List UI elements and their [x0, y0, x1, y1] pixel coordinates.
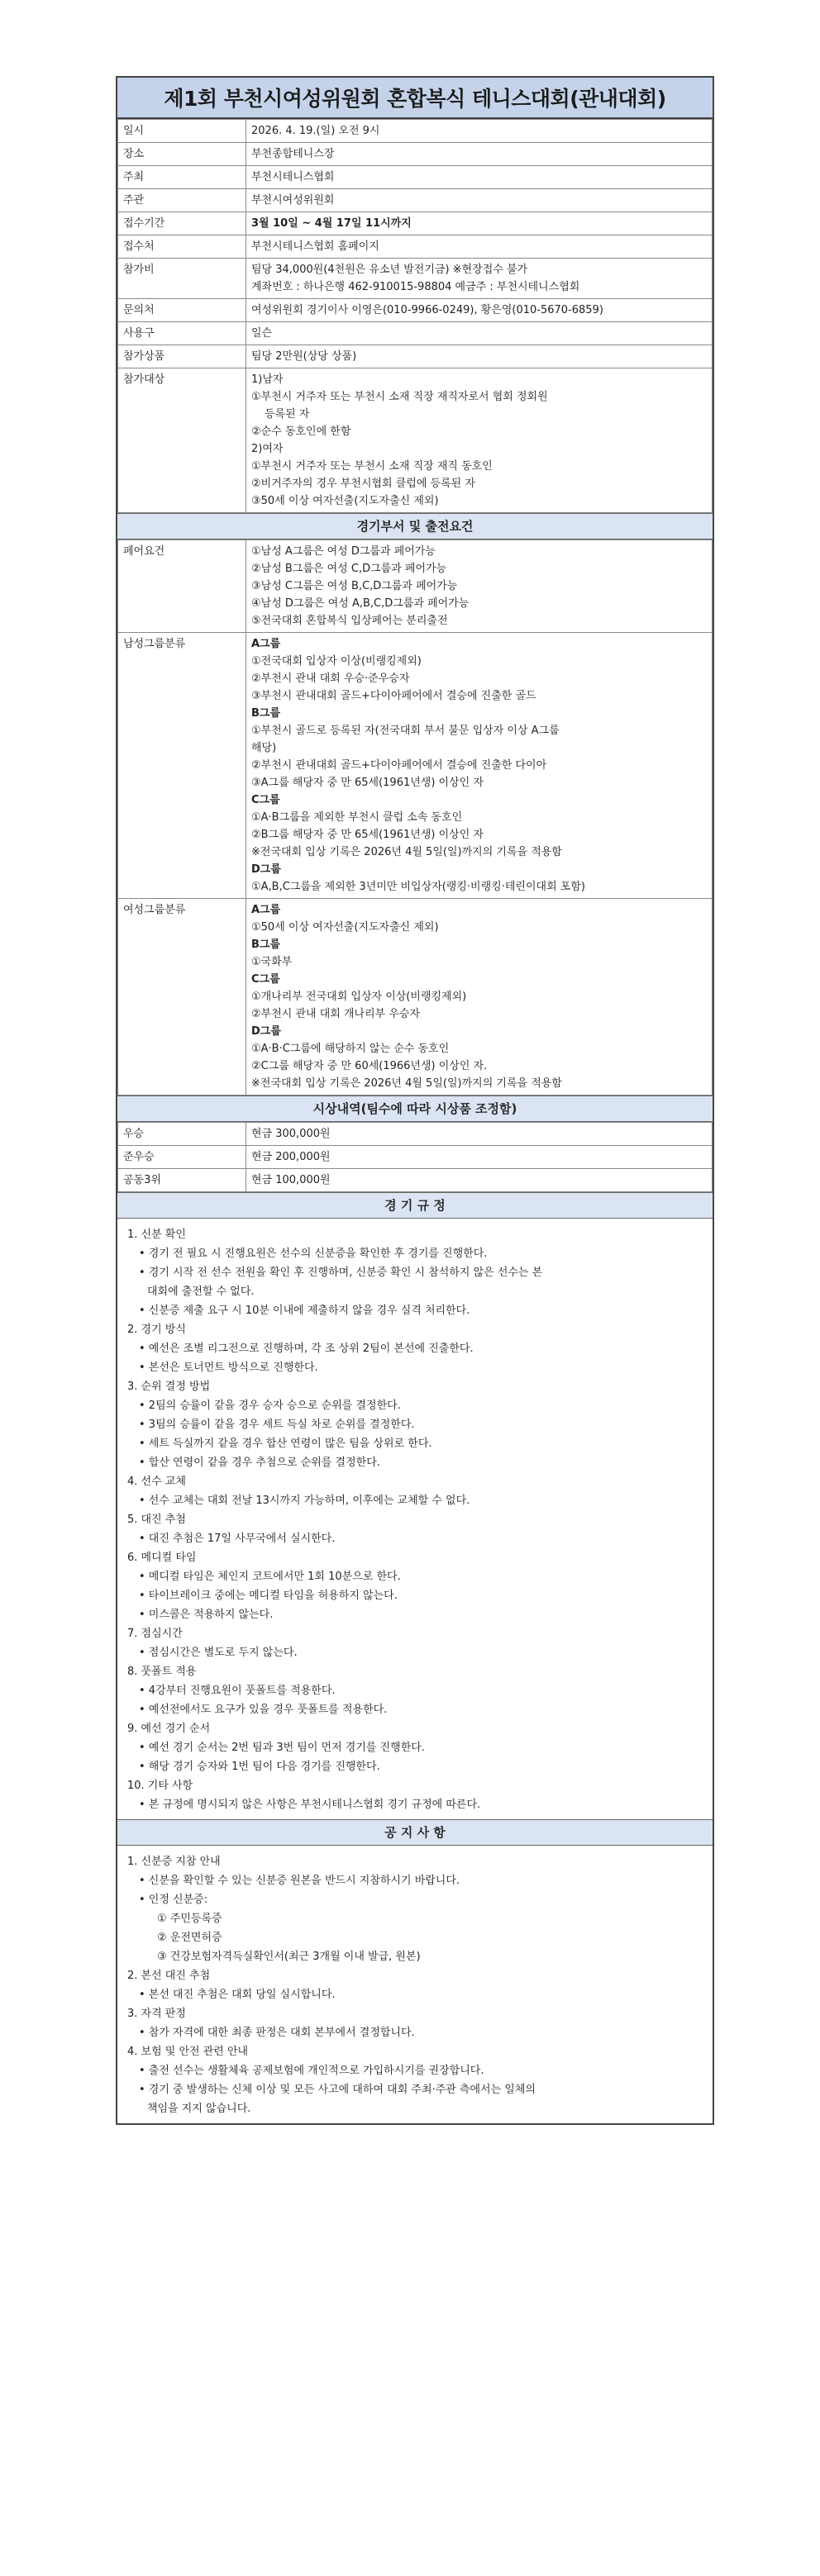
list-heading: 3. 순위 결정 방법 — [127, 1381, 211, 1393]
value-line: ⑤전국대회 혼합복식 입상페어는 분리출전 — [251, 615, 448, 627]
value-line: ①국화부 — [251, 956, 293, 968]
row-label: 우승 — [118, 1123, 246, 1146]
section-division-header: 경기부서 및 출전요건 — [117, 513, 713, 539]
row-label: 남성그룹분류 — [118, 633, 246, 899]
list-item: • 신분을 확인할 수 있는 신분증 원본을 반드시 지참하시기 바랍니다. — [139, 1875, 460, 1887]
value-line: 부천시여성위원회 — [251, 194, 335, 207]
table-row — [118, 299, 713, 322]
row-label: 여성그룹분류 — [118, 899, 246, 1096]
list-heading: 10. 기타 사항 — [127, 1780, 193, 1792]
list-heading: 5. 대진 추첨 — [127, 1514, 186, 1526]
list-item: • 예선은 조별 리그전으로 진행하며, 각 조 상위 2팀이 본선에 진출한다. — [139, 1343, 474, 1355]
row-value — [246, 540, 713, 633]
value-line: 1)남자 — [251, 373, 284, 386]
list-item: • 점심시간은 별도로 두지 않는다. — [139, 1647, 298, 1659]
list-item: • 메디컬 타임은 체인지 코트에서만 1회 10분으로 한다. — [139, 1571, 401, 1583]
value-line: ①A·B그룹을 제외한 부천시 클럽 소속 동호인 — [251, 811, 463, 824]
table-row — [118, 1169, 713, 1192]
row-label: 페어요건 — [118, 540, 246, 633]
prize-table — [117, 1122, 713, 1192]
value-line: ①전국대회 입상자 이상(비랭킹제외) — [251, 655, 422, 668]
list-item: ② 운전면허증 — [157, 1932, 222, 1944]
section-rules-header: 경 기 규 정 — [117, 1192, 713, 1219]
list-item: • 미스콜은 적용하지 않는다. — [139, 1609, 274, 1621]
list-heading: 4. 선수 교체 — [127, 1476, 186, 1488]
list-item: • 경기 중 발생하는 신체 이상 및 모든 사고에 대하여 대회 주최·주관 측에서는 일체의 — [139, 2084, 536, 2096]
value-line: 부천종합테니스장 — [251, 148, 335, 160]
row-value — [246, 143, 713, 166]
value-line: 2026. 4. 19.(일) 오전 9시 — [251, 125, 380, 137]
value-line: 2)여자 — [251, 443, 284, 455]
table-row — [118, 120, 713, 143]
row-label: 사용구 — [118, 322, 246, 345]
value-line: A그룹 — [251, 638, 281, 650]
row-value — [246, 120, 713, 143]
row-value — [246, 299, 713, 322]
value-line: ①남성 A그룹은 여성 D그룹과 페어가능 — [251, 545, 436, 558]
list-heading: 3. 자격 판정 — [127, 2008, 186, 2020]
value-line: D그룹 — [251, 863, 281, 876]
table-row — [118, 368, 713, 513]
row-label: 참가대상 — [118, 368, 246, 513]
row-value — [246, 1169, 713, 1192]
list-heading: 2. 본선 대진 추첨 — [127, 1970, 211, 1982]
list-item: • 참가 자격에 대한 최종 판정은 대회 본부에서 결정합니다. — [139, 2027, 415, 2039]
value-line: C그룹 — [251, 973, 280, 986]
row-value — [246, 235, 713, 259]
table-row — [118, 322, 713, 345]
tournament-notice — [116, 76, 714, 2125]
list-heading: 1. 신분증 지참 안내 — [127, 1856, 221, 1868]
row-value — [246, 166, 713, 189]
value-line: 여성위원회 경기이사 이영은(010-9966-0249), 황은영(010-5670-6859) — [251, 304, 603, 316]
row-label: 참가비 — [118, 259, 246, 299]
list-heading: 1. 신분 확인 — [127, 1229, 186, 1241]
value-line: B그룹 — [251, 707, 281, 720]
value-line: ②순수 동호인에 한함 — [251, 425, 351, 438]
row-value — [246, 212, 713, 235]
value-line: ①A·B·C그룹에 해당하지 않는 순수 동호인 — [251, 1043, 450, 1055]
list-item: • 본선 대진 추첨은 대회 당일 실시합니다. — [139, 1989, 336, 2001]
value-line: ②부천시 관내 대회 우승·준우승자 — [251, 673, 410, 685]
list-item: • 본선은 토너먼트 방식으로 진행한다. — [139, 1362, 318, 1374]
list-item: • 경기 시작 전 선수 전원을 확인 후 진행하며, 신분증 확인 시 참석하지 않은 선수는 본 — [139, 1267, 543, 1279]
row-value — [246, 1123, 713, 1146]
value-line: ④남성 D그룹은 여성 A,B,C,D그룹과 페어가능 — [251, 597, 470, 610]
value-line: ①부천시 거주자 또는 부천시 소재 직장 재직자로서 협회 정회원 — [251, 391, 548, 403]
section-notice-header: 공 지 사 항 — [117, 1819, 713, 1846]
value-line: ③남성 C그룹은 여성 B,C,D그룹과 페어가능 — [251, 580, 458, 592]
list-item: • 신분증 제출 요구 시 10분 이내에 제출하지 않을 경우 실격 처리한다. — [139, 1305, 470, 1317]
value-line: 일슨 — [251, 327, 273, 340]
list-item: ① 주민등록증 — [157, 1913, 222, 1925]
value-line: D그룹 — [251, 1025, 281, 1038]
table-row — [118, 212, 713, 235]
list-item: • 대진 추첨은 17일 사무국에서 실시한다. — [139, 1533, 336, 1545]
list-item: • 타이브레이크 중에는 메디컬 타임을 허용하지 않는다. — [139, 1590, 398, 1602]
value-line: A그룹 — [251, 904, 281, 916]
list-item: • 세트 득실까지 같을 경우 합산 연령이 많은 팀을 상위로 한다. — [139, 1438, 432, 1450]
list-item: 책임을 지지 않습니다. — [147, 2103, 251, 2115]
row-label: 참가상품 — [118, 345, 246, 368]
table-row — [118, 235, 713, 259]
table-row — [118, 540, 713, 633]
rules-list — [117, 1219, 713, 1819]
table-row — [118, 899, 713, 1096]
list-item: • 인정 신분증: — [139, 1894, 208, 1906]
division-table — [117, 539, 713, 1096]
value-line: ③A그룹 해당자 중 만 65세(1961년생) 이상인 자 — [251, 777, 484, 789]
row-label: 주최 — [118, 166, 246, 189]
list-item: • 2팀의 승률이 같을 경우 승자 승으로 순위를 결정한다. — [139, 1400, 401, 1412]
table-row — [118, 1123, 713, 1146]
value-line: ②남성 B그룹은 여성 C,D그룹과 페어가능 — [251, 563, 447, 575]
list-item: • 예선전에서도 요구가 있을 경우 풋폴트를 적용한다. — [139, 1704, 388, 1716]
notice-list — [117, 1846, 713, 2123]
value-line: ※전국대회 입상 기록은 2026년 4월 5일(일)까지의 기록을 적용함 — [251, 1077, 562, 1090]
list-item: • 3팀의 승률이 같을 경우 세트 득실 차로 순위를 결정한다. — [139, 1419, 415, 1431]
row-value — [246, 368, 713, 513]
value-line: ②부천시 관내대회 골드+다이아페어에서 결승에 진출한 다이아 — [251, 759, 547, 772]
list-item: • 4강부터 진행요원이 풋폴트를 적용한다. — [139, 1685, 336, 1697]
value-line: C그룹 — [251, 794, 280, 806]
section-prize-header: 시상내역(팀수에 따라 시상품 조정함) — [117, 1096, 713, 1122]
list-heading: 4. 보험 및 안전 관련 안내 — [127, 2046, 249, 2058]
value-line: 계좌번호 : 하나은행 462-910015-98804 예금주 : 부천시테니스협회 — [251, 281, 580, 293]
value-line: 3월 10일 ~ 4월 17일 11시까지 — [251, 217, 412, 230]
row-label: 공동3위 — [118, 1169, 246, 1192]
value-line: 팀당 34,000원(4천원은 유소년 발전기금) ※현장접수 불가 — [251, 264, 528, 276]
row-value — [246, 633, 713, 899]
value-line: 부천시테니스협회 — [251, 171, 335, 183]
list-item: • 선수 교체는 대회 전날 13시까지 가능하며, 이후에는 교체할 수 없다. — [139, 1495, 470, 1507]
list-item: ③ 건강보험자격득실확인서(최근 3개월 이내 발급, 원본) — [157, 1951, 421, 1963]
row-label: 접수처 — [118, 235, 246, 259]
row-value — [246, 189, 713, 212]
list-heading: 9. 예선 경기 순서 — [127, 1723, 211, 1735]
list-heading: 2. 경기 방식 — [127, 1324, 186, 1336]
row-value — [246, 259, 713, 299]
document-title: 제1회 부천시여성위원회 혼합복식 테니스대회(관내대회) — [117, 78, 713, 119]
row-value — [246, 345, 713, 368]
value-line: 해당) — [251, 742, 277, 754]
row-label: 장소 — [118, 143, 246, 166]
info-table — [117, 119, 713, 513]
table-row — [118, 345, 713, 368]
value-line: 현금 300,000원 — [251, 1128, 331, 1140]
value-line: ③부천시 관내대회 골드+다이아페어에서 결승에 진출한 골드 — [251, 690, 536, 702]
value-line: ②비거주자의 경우 부천시협회 클럽에 등록된 자 — [251, 478, 475, 490]
value-line: ③50세 이상 여자선출(지도자출신 제외) — [251, 495, 439, 507]
list-heading: 6. 메디컬 타임 — [127, 1552, 197, 1564]
list-item: • 경기 전 필요 시 진행요원은 선수의 신분증을 확인한 후 경기를 진행한다. — [139, 1248, 488, 1260]
value-line: ①50세 이상 여자선출(지도자출신 제외) — [251, 921, 439, 934]
value-line: ①개나리부 전국대회 입상자 이상(비랭킹제외) — [251, 991, 467, 1003]
value-line: ①부천시 골드로 등록된 자(전국대회 부서 불문 입상자 이상 A그룹 — [251, 725, 560, 737]
value-line: B그룹 — [251, 939, 281, 951]
row-label: 주관 — [118, 189, 246, 212]
row-value — [246, 1146, 713, 1169]
row-label: 문의처 — [118, 299, 246, 322]
table-row — [118, 633, 713, 899]
list-item: • 출전 선수는 생활체육 공제보험에 개인적으로 가입하시기를 권장합니다. — [139, 2065, 484, 2077]
value-line: 현금 100,000원 — [251, 1174, 331, 1186]
row-label: 접수기간 — [118, 212, 246, 235]
value-line: ①A,B,C그룹을 제외한 3년미만 비입상자(랭킹·비랭킹·테린이대회 포함) — [251, 881, 585, 893]
value-line: 등록된 자 — [265, 408, 310, 421]
row-value — [246, 322, 713, 345]
list-item: • 예선 경기 순서는 2번 팀과 3번 팀이 먼저 경기를 진행한다. — [139, 1742, 425, 1754]
value-line: ①부천시 거주자 또는 부천시 소재 직장 재직 동호인 — [251, 460, 493, 473]
table-row — [118, 166, 713, 189]
list-item: 대회에 출전할 수 없다. — [147, 1286, 255, 1298]
value-line: 현금 200,000원 — [251, 1151, 331, 1163]
value-line: 팀당 2만원(상당 상품) — [251, 350, 357, 363]
value-line: ②C그룹 해당자 중 만 60세(1966년생) 이상인 자. — [251, 1060, 488, 1072]
row-label: 일시 — [118, 120, 246, 143]
value-line: 부천시테니스협회 홈페이지 — [251, 240, 379, 253]
value-line: ②부천시 관내 대회 개나리부 우승자 — [251, 1008, 420, 1020]
row-label: 준우승 — [118, 1146, 246, 1169]
value-line: ※전국대회 입상 기록은 2026년 4월 5일(일)까지의 기록을 적용함 — [251, 846, 562, 858]
list-heading: 7. 점심시간 — [127, 1628, 183, 1640]
table-row — [118, 143, 713, 166]
table-row — [118, 259, 713, 299]
value-line: ②B그룹 해당자 중 만 65세(1961년생) 이상인 자 — [251, 829, 484, 841]
list-item: • 해당 경기 승자와 1번 팀이 다음 경기를 진행한다. — [139, 1761, 380, 1773]
table-row — [118, 1146, 713, 1169]
row-value — [246, 899, 713, 1096]
list-heading: 8. 풋폴트 적용 — [127, 1666, 197, 1678]
list-item: • 합산 연령이 같을 경우 추첨으로 순위를 결정한다. — [139, 1457, 380, 1469]
table-row — [118, 189, 713, 212]
list-item: • 본 규정에 명시되지 않은 사항은 부천시테니스협회 경기 규정에 따른다. — [139, 1799, 481, 1811]
